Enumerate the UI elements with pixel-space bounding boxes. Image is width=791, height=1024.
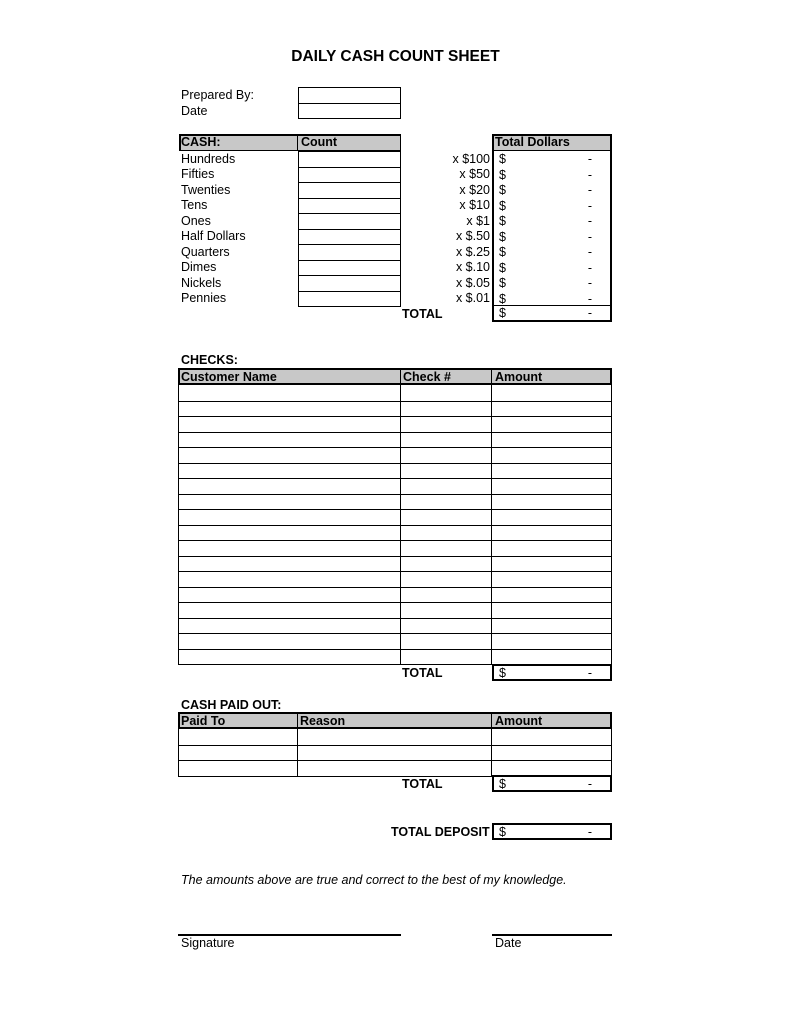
cash-row-value: - (587, 276, 592, 290)
cash-row-total (492, 167, 612, 184)
paid-out-col-amount: Amount (495, 714, 543, 728)
table-row[interactable] (178, 649, 612, 665)
cash-row-currency: $ (499, 183, 506, 197)
cash-row-currency: $ (499, 260, 506, 275)
cash-row-label: Half Dollars (181, 229, 246, 243)
cash-count-field[interactable] (298, 260, 401, 277)
paid-out-total-label: TOTAL (402, 777, 443, 791)
table-row[interactable] (178, 602, 612, 618)
cash-row-total (492, 182, 612, 199)
date-signature-label: Date (495, 936, 522, 950)
table-row[interactable] (178, 447, 612, 463)
table-row[interactable] (178, 556, 612, 572)
cash-row-value: - (587, 152, 592, 166)
cash-count-field[interactable] (298, 167, 401, 184)
attestation-text: The amounts above are true and correct to the best of my knowledge. (181, 873, 567, 887)
table-row[interactable] (178, 633, 612, 649)
checks-total-field (492, 664, 612, 681)
paid-out-total-currency: $ (499, 777, 506, 791)
cash-row-currency: $ (499, 152, 506, 166)
cash-row-currency: $ (499, 229, 506, 244)
cash-count-field[interactable] (298, 182, 401, 199)
total-deposit-field (492, 823, 612, 840)
cash-row-value: - (587, 260, 592, 275)
table-row[interactable] (178, 463, 612, 479)
cash-count-field[interactable] (298, 198, 401, 215)
table-row[interactable] (178, 432, 612, 448)
page-title: DAILY CASH COUNT SHEET (291, 48, 500, 65)
table-row[interactable] (178, 760, 612, 776)
cash-row-currency: $ (499, 214, 506, 228)
table-row[interactable] (178, 729, 612, 745)
checks-total-value: - (587, 666, 592, 680)
cash-row-label: Nickels (181, 275, 222, 290)
checks-total-currency: $ (499, 666, 506, 680)
cash-row-value: - (587, 214, 592, 228)
cash-count-field[interactable] (298, 291, 401, 308)
cash-row-currency: $ (499, 198, 506, 213)
paid-out-header-bar (178, 712, 612, 729)
cash-row-multiplier: x $20 (459, 182, 490, 197)
cash-row-currency: $ (499, 167, 506, 182)
cash-row-multiplier: x $.50 (455, 229, 490, 243)
cash-row-value: - (587, 245, 592, 259)
cash-row-total (492, 151, 612, 168)
cash-row-value: - (587, 291, 592, 306)
cash-count-field[interactable] (298, 275, 401, 292)
table-row[interactable] (178, 416, 612, 432)
date-label: Date (181, 104, 208, 118)
paid-out-total-value: - (587, 777, 592, 791)
paid-out-header-divider-1 (297, 712, 298, 729)
cash-row-value: - (587, 198, 592, 213)
cash-total-label: TOTAL (402, 307, 443, 321)
cash-count-field[interactable] (298, 244, 401, 261)
paid-out-header-divider-2 (491, 712, 492, 729)
cash-row-label: Fifties (181, 167, 215, 181)
cash-count-field[interactable] (298, 229, 401, 246)
signature-label: Signature (181, 936, 235, 950)
cash-row-multiplier: x $10 (459, 198, 490, 212)
total-deposit-label: TOTAL DEPOSIT (391, 825, 490, 839)
paid-out-total-field (492, 775, 612, 792)
cash-row-currency: $ (499, 291, 506, 306)
cash-row-total (492, 213, 612, 230)
checks-col-amount: Amount (495, 370, 543, 384)
total-deposit-value: - (587, 825, 592, 839)
cash-row-total (492, 229, 612, 246)
cash-row-multiplier: x $.25 (455, 244, 490, 259)
prepared-by-field[interactable] (298, 87, 401, 104)
table-row[interactable] (178, 540, 612, 556)
cash-row-multiplier: x $1 (466, 213, 490, 228)
table-row[interactable] (178, 745, 612, 761)
cash-row-label: Tens (181, 198, 208, 212)
table-row[interactable] (178, 618, 612, 634)
total-dollars-header: Total Dollars (495, 135, 570, 149)
total-deposit-currency: $ (499, 825, 506, 839)
checks-header-divider-1 (400, 368, 401, 385)
checks-title: CHECKS: (181, 353, 238, 367)
table-row[interactable] (178, 587, 612, 603)
cash-row-multiplier: x $.10 (455, 260, 490, 274)
cash-total-field (492, 305, 612, 322)
cash-row-currency: $ (499, 276, 506, 290)
table-row[interactable] (178, 385, 612, 401)
cash-row-currency: $ (499, 245, 506, 259)
cash-total-value: - (587, 306, 592, 320)
paid-out-col-paid-to: Paid To (181, 714, 226, 728)
cash-row-label: Dimes (181, 260, 217, 274)
cash-row-value: - (587, 167, 592, 182)
count-header: Count (301, 135, 338, 149)
table-row[interactable] (178, 401, 612, 417)
cash-row-multiplier: x $.05 (455, 275, 490, 290)
cash-row-total (492, 198, 612, 215)
checks-total-label: TOTAL (402, 666, 443, 680)
table-row[interactable] (178, 509, 612, 525)
prepared-by-label: Prepared By: (181, 88, 254, 102)
cash-row-total (492, 260, 612, 277)
cash-row-multiplier: x $.01 (455, 291, 490, 305)
table-row[interactable] (178, 571, 612, 587)
cash-count-field[interactable] (298, 151, 401, 168)
table-row[interactable] (178, 494, 612, 510)
cash-total-currency: $ (499, 306, 506, 320)
table-row[interactable] (178, 525, 612, 541)
checks-col-customer: Customer Name (181, 370, 277, 384)
cash-row-label: Twenties (181, 182, 231, 197)
checks-col-check: Check # (403, 370, 451, 384)
cash-row-total (492, 275, 612, 292)
cash-count-field[interactable] (298, 213, 401, 230)
cash-row-label: Hundreds (181, 151, 236, 166)
checks-header-divider-2 (491, 368, 492, 385)
cash-header-divider (297, 134, 298, 151)
cash-row-value: - (587, 229, 592, 244)
paid-out-title: CASH PAID OUT: (181, 698, 282, 712)
cash-header: CASH: (181, 135, 221, 149)
date-field[interactable] (298, 103, 401, 119)
table-row[interactable] (178, 478, 612, 494)
cash-row-label: Quarters (181, 244, 230, 259)
cash-row-multiplier: x $100 (452, 151, 490, 166)
cash-row-value: - (587, 183, 592, 197)
cash-row-total (492, 244, 612, 261)
cash-row-label: Pennies (181, 291, 227, 305)
cash-row-multiplier: x $50 (459, 167, 490, 181)
cash-row-label: Ones (181, 213, 211, 228)
paid-out-col-reason: Reason (300, 714, 346, 728)
